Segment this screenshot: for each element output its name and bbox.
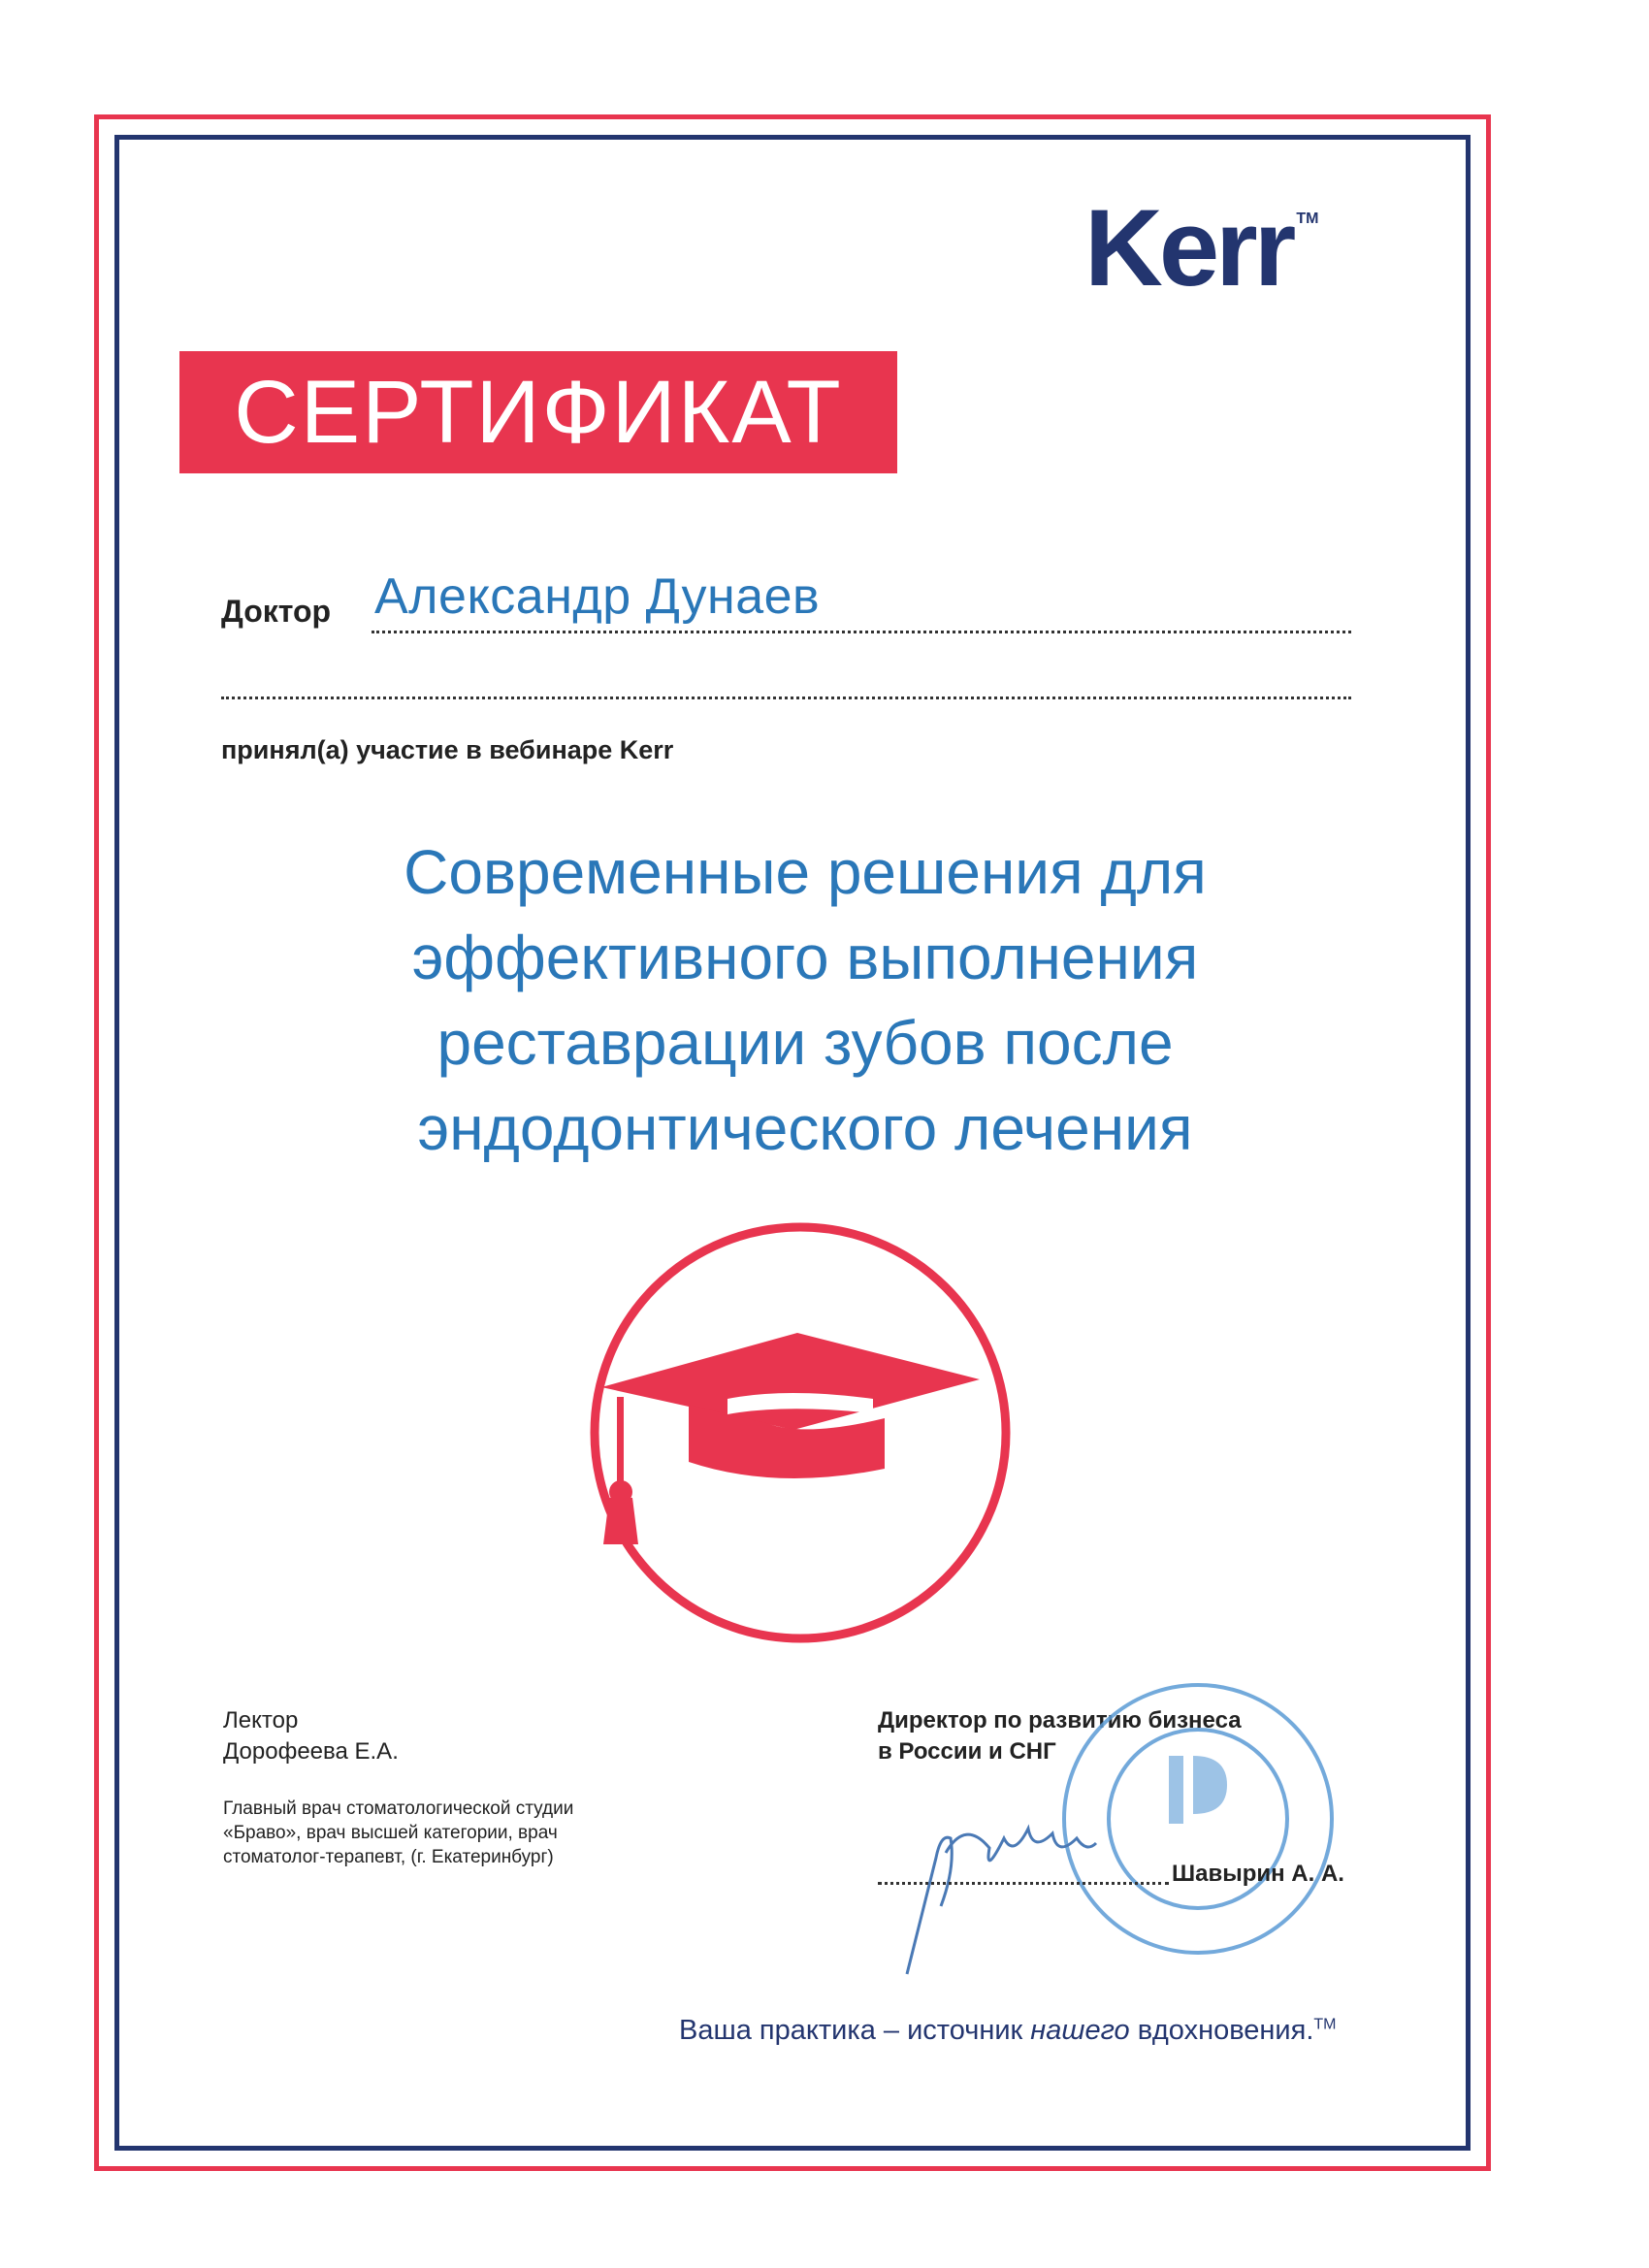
webinar-title-line: Современные решения для — [404, 837, 1207, 907]
footer-slogan: Ваша практика – источник нашего вдохновения.™ — [679, 2015, 1337, 2046]
webinar-title — [291, 829, 1319, 1171]
kerr-logo: Kerr ™ — [1084, 187, 1319, 308]
lecturer-label: Лектор — [223, 1707, 299, 1733]
webinar-title-line: эффективного выполнения — [411, 923, 1199, 992]
name-dotted-line — [372, 631, 1351, 633]
certificate-heading: СЕРТИФИКАТ — [179, 351, 897, 473]
lecturer-description-line: Главный врач стоматологической студии — [223, 1798, 574, 1819]
second-dotted-line — [221, 697, 1351, 699]
director-title-line: в России и СНГ — [878, 1738, 1056, 1765]
graduation-cap-icon — [601, 1333, 980, 1544]
doctor-label: Доктор — [221, 594, 332, 629]
lecturer-name: Дорофеева Е.А. — [223, 1738, 399, 1765]
director-title-line: Директор по развитию бизнеса — [878, 1707, 1242, 1733]
graduation-cap-emblem — [582, 1215, 1018, 1651]
director-name: Шавырин А. А. — [1172, 1861, 1344, 1887]
webinar-title-line: реставрации зубов после — [436, 1008, 1174, 1078]
director-signature — [897, 1799, 1106, 1984]
lecturer-description-line: стоматолог-терапевт, (г. Екатеринбург) — [223, 1847, 554, 1867]
webinar-title-line: эндодонтического лечения — [417, 1093, 1193, 1163]
participation-text: принял(а) участие в вебинаре Kerr — [221, 735, 674, 764]
lecturer-description-line: «Браво», врач высшей категории, врач — [223, 1823, 558, 1843]
lecturer-description — [223, 1797, 630, 1869]
signature-dotted-line — [878, 1882, 1169, 1885]
recipient-name: Александр Дунаев — [374, 568, 821, 625]
